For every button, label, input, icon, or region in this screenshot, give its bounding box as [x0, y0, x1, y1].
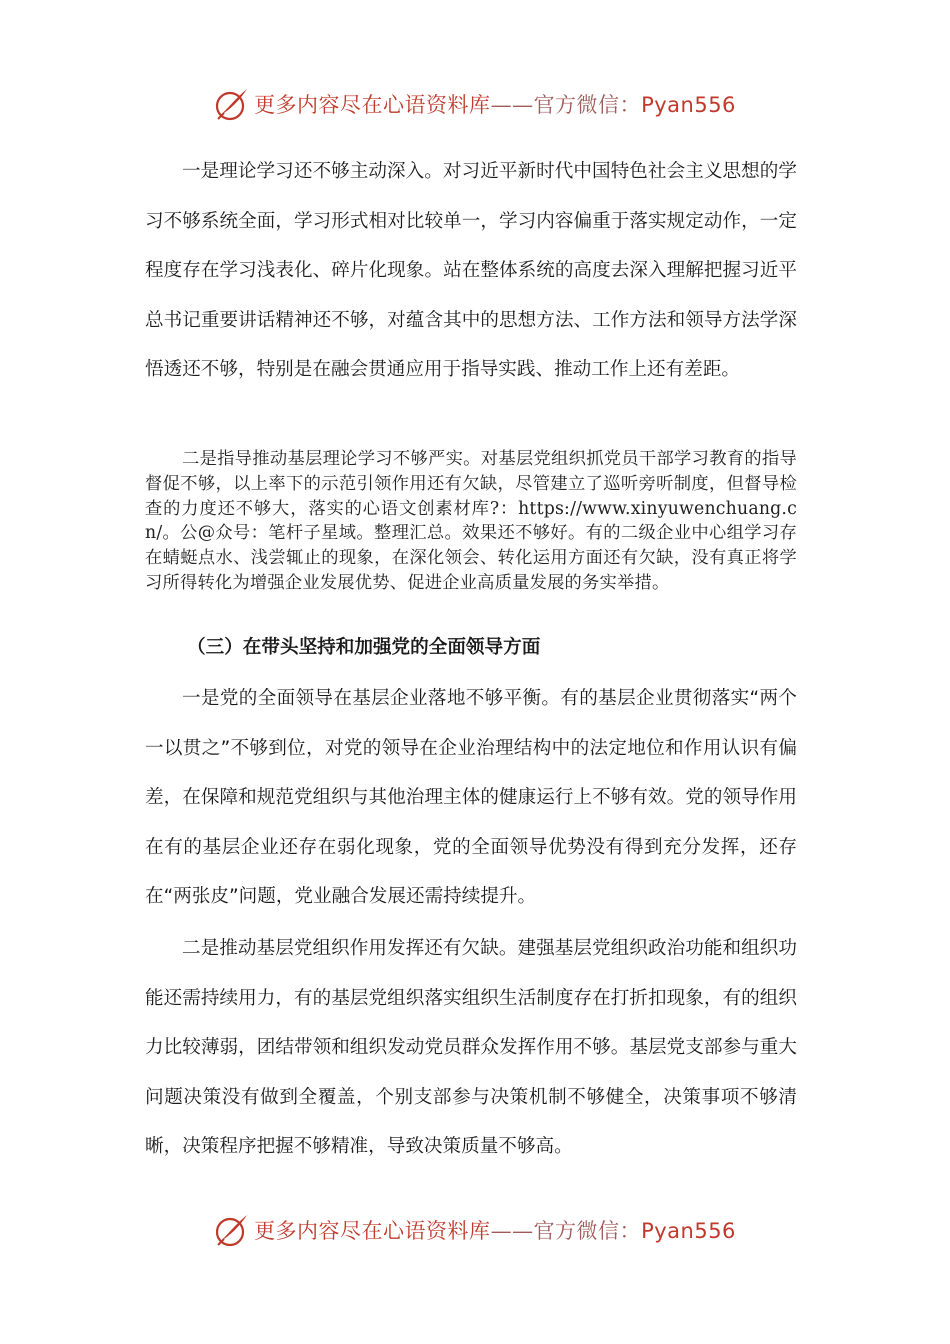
header-watermark-text: 更多内容尽在心语资料库——官方微信：Pyan556 — [254, 93, 736, 117]
paragraph-party-organization-role: 二是推动基层党组织作用发挥还有欠缺。建强基层党组织政治功能和组织功能还需持续用力，有的基层党组织落实组织生活制度存在打折扣现象，有的组织力比较薄弱，团结带领和组织发动党员群众发挥作用不够。基层党支部参与重大问题决策没有做到全覆盖，个别支部参与决策机制不够健全，决策事项不够清晰，决策程序把握不够精准，导致决策质量不够高。 — [145, 938, 797, 1158]
header-watermark-banner — [0, 84, 950, 124]
paragraph-leadership-balance: 一是党的全面领导在基层企业落地不够平衡。有的基层企业贯彻落实“两个一以贯之”不够到位，对党的领导在企业治理结构中的法定地位和作用认识有偏差，在保障和规范党组织与其他治理主体的健康运行上不够有效。党的领导作用在有的基层企业还存在弱化现象，党的全面领导优势没有得到充分发挥，还存在“两张皮”问题，党业融合发展还需持续提升。 — [145, 688, 797, 908]
quill-logo-icon — [214, 86, 250, 122]
paragraph-theory-study: 一是理论学习还不够主动深入。对习近平新时代中国特色社会主义思想的学习不够系统全面，学习形式相对比较单一，学习内容偏重于落实规定动作，一定程度存在学习浅表化、碎片化现象。站在整体系统的高度去深入理解把握习近平总书记重要讲话精神还不够，对蕴含其中的思想方法、工作方法和领导方法学深悟透还不够，特别是在融会贯通应用于指导实践、推动工作上还有差距。 — [145, 161, 797, 381]
paragraph-grassroots-study: 二是指导推动基层理论学习不够严实。对基层党组织抓党员干部学习教育的指导督促不够，以上率下的示范引领作用还有欠缺，尽管建立了巡听旁听制度，但督导检查的力度还不够大，落实的心语文创素材库?：https://www.xinyuwenchuang.cn/。公@众号：笔杆子星域。整理汇总。效果还不够好。有的二级企业中心组学习存在蜻蜓点水、浅尝辄止的现象，在深化领会、转化运用方面还有欠缺，没有真正将学习所得转化为增强企业发展优势、促进企业高质量发展的务实举措。 — [145, 449, 797, 593]
footer-watermark-banner — [0, 1210, 950, 1250]
footer-watermark-text: 更多内容尽在心语资料库——官方微信：Pyan556 — [254, 1219, 736, 1243]
section-heading-party-leadership: （三）在带头坚持和加强党的全面领导方面 — [187, 637, 541, 658]
quill-logo-icon — [214, 1212, 250, 1248]
